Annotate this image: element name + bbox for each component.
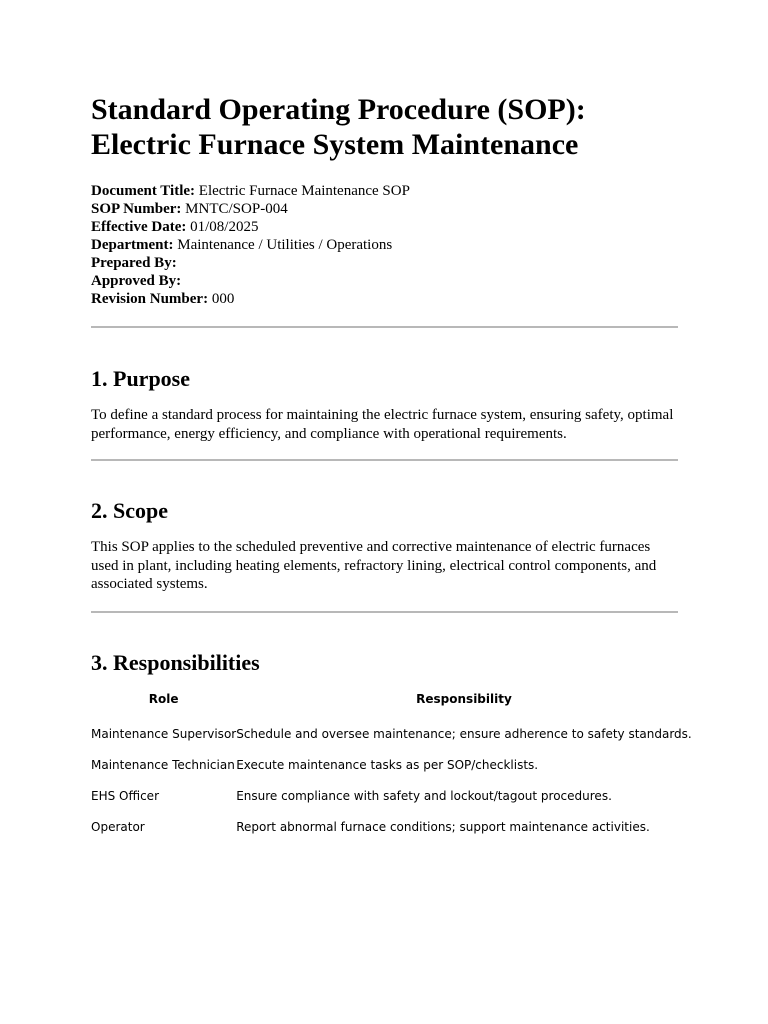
role-cell: Maintenance Technician (91, 758, 235, 772)
meta-department: Department: Maintenance / Utilities / Operations (91, 237, 393, 253)
divider (91, 326, 678, 328)
role-cell: EHS Officer (91, 789, 159, 803)
purpose-text: To define a standard process for maintaining the electric furnace system, ensuring safety, optimal performance, energy efficiency, and compliance with operational requirements. (91, 407, 674, 442)
role-cell: Operator (91, 820, 145, 834)
divider (91, 611, 678, 613)
role-cell: Maintenance Supervisor (91, 727, 237, 741)
document-title-line-1: Standard Operating Procedure (SOP): (91, 93, 586, 126)
meta-approved-by: Approved By: (91, 273, 182, 289)
document-page (91, 92, 692, 843)
section-heading-responsibilities: 3. Responsibilities (91, 649, 260, 675)
document-title-line-2: Electric Furnace System Maintenance (91, 128, 579, 161)
responsibility-cell: Ensure compliance with safety and lockout/tagout procedures. (236, 789, 612, 803)
responsibility-cell: Execute maintenance tasks as per SOP/checklists. (236, 758, 539, 772)
document-metadata (91, 182, 678, 308)
table-row (91, 781, 692, 812)
meta-prepared-by: Prepared By: (91, 255, 177, 271)
column-header-role: Role (148, 691, 179, 706)
meta-revision-number: Revision Number: 000 (91, 291, 235, 307)
scope-text: This SOP applies to the scheduled preventive and corrective maintenance of electric furnaces used in plant, including heating elements, refractory lining, electrical control components, and associated systems. (91, 539, 657, 592)
table-row (91, 719, 692, 750)
meta-sop-number: SOP Number: MNTC/SOP-004 (91, 201, 288, 217)
section-heading-purpose: 1. Purpose (91, 366, 190, 391)
meta-effective-date: Effective Date: 01/08/2025 (91, 219, 259, 235)
divider (91, 459, 678, 461)
document-title (91, 92, 678, 162)
responsibility-cell: Report abnormal furnace conditions; support maintenance activities. (236, 820, 650, 834)
responsibility-cell: Schedule and oversee maintenance; ensure adherence to safety standards. (236, 727, 692, 741)
table-row (91, 750, 692, 781)
table-row (91, 812, 692, 843)
section-heading-scope: 2. Scope (91, 498, 168, 523)
column-header-responsibility: Responsibility (416, 691, 512, 706)
table-header-row (91, 692, 692, 719)
meta-document-title: Document Title: Electric Furnace Maintenance SOP (91, 183, 410, 199)
responsibilities-table (91, 692, 692, 843)
